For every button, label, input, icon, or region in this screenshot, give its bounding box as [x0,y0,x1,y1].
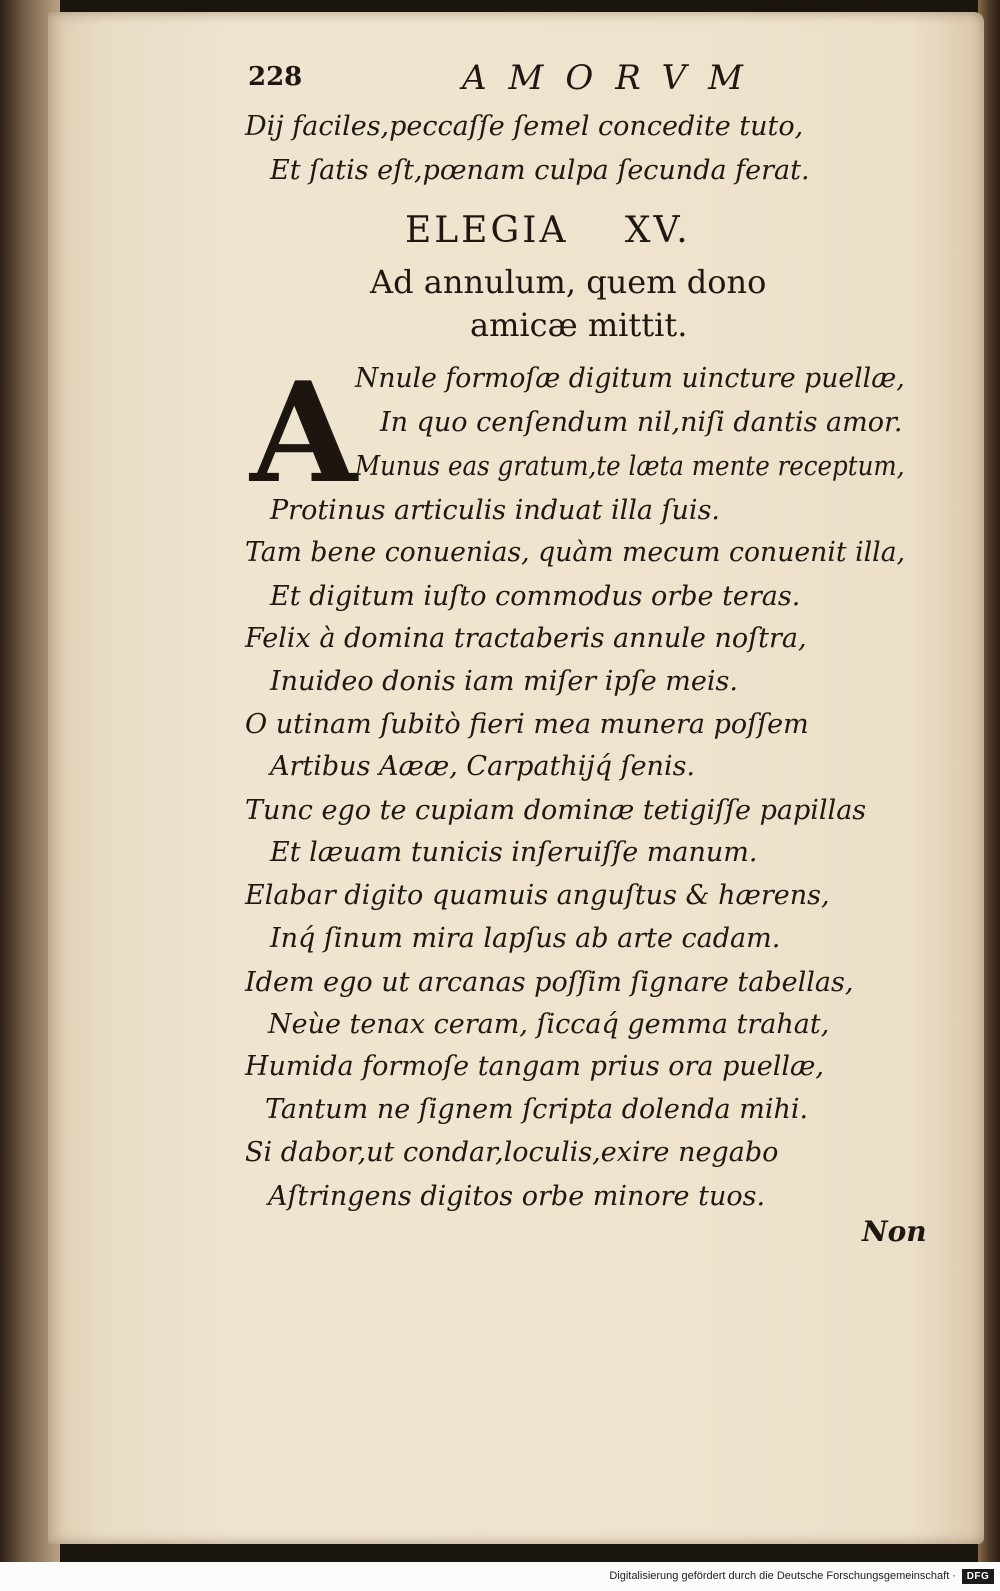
running-title: AMORVM [462,58,765,98]
running-head [200,60,820,106]
verse-line: Inuideo donis iam miſer ipſe meis. [270,666,738,697]
verse-line: Idem ego ut arcanas poſſim ſignare tabellas, [245,967,854,998]
verse-line: Nnule formoſæ digitum uincture puellæ, [355,363,905,394]
verse-line: Et digitum iuſto commodus orbe teras. [270,581,801,612]
elegy-heading: ELEGIA XV. [405,210,691,251]
catchword: Non [862,1215,927,1248]
verse-line: Neùe tenax ceram, ſiccaq́ gemma trahat, [268,1009,830,1040]
verse-line: Et ſatis eſt,pœnam culpa ſecunda ferat. [270,155,810,186]
verse-line: Artibus Aææ, Carpathijq́ ſenis. [270,751,696,782]
verse-line: In quo cenſendum nil,niſi dantis amor. [380,407,903,438]
dfg-logo: DFG [962,1569,994,1584]
verse-line: Si dabor,ut condar,loculis,exire negabo [245,1137,779,1168]
verse-line: Tunc ego te cupiam dominæ tetigiſſe papillas [245,795,867,826]
verse-line: Et læuam tunicis inſeruiſſe manum. [270,837,758,868]
page-number: 228 [248,62,303,92]
verse-line: Elabar digito quamuis anguſtus & hærens, [245,880,830,911]
verse-line: Inq́ ſinum mira lapſus ab arte cadam. [270,923,781,954]
funding-credit: Digitalisierung gefördert durch die Deutsche Forschungsgemeinschaft · [609,1570,956,1582]
verse-line: Humida formoſe tangam prius ora puellæ, [245,1051,824,1082]
verse-line: Dij faciles,peccaſſe ſemel concedite tuto, [245,111,804,142]
drop-cap: A [250,351,358,514]
bleed-through-text [868,132,1000,1232]
footer-bar [0,1562,1000,1591]
verse-line: O utinam ſubitò fieri mea munera poſſem [245,709,809,740]
verse-line: Tam bene conuenias, quàm mecum conuenit illa, [245,537,906,568]
verse-line: Tantum ne ſignem ſcripta dolenda mihi. [265,1094,809,1125]
verse-line: Protinus articulis induat illa ſuis. [270,495,721,526]
verse-line: Munus eas gratum,te læta mente receptum, [355,451,905,482]
verse-line: Felix à domina tractaberis annule noſtra, [245,623,807,654]
verse-line: Aſtringens digitos orbe minore tuos. [268,1181,766,1212]
elegy-subtitle-line-2: amicæ mittit. [470,306,688,344]
elegy-subtitle-line-1: Ad annulum, quem dono [370,263,767,301]
